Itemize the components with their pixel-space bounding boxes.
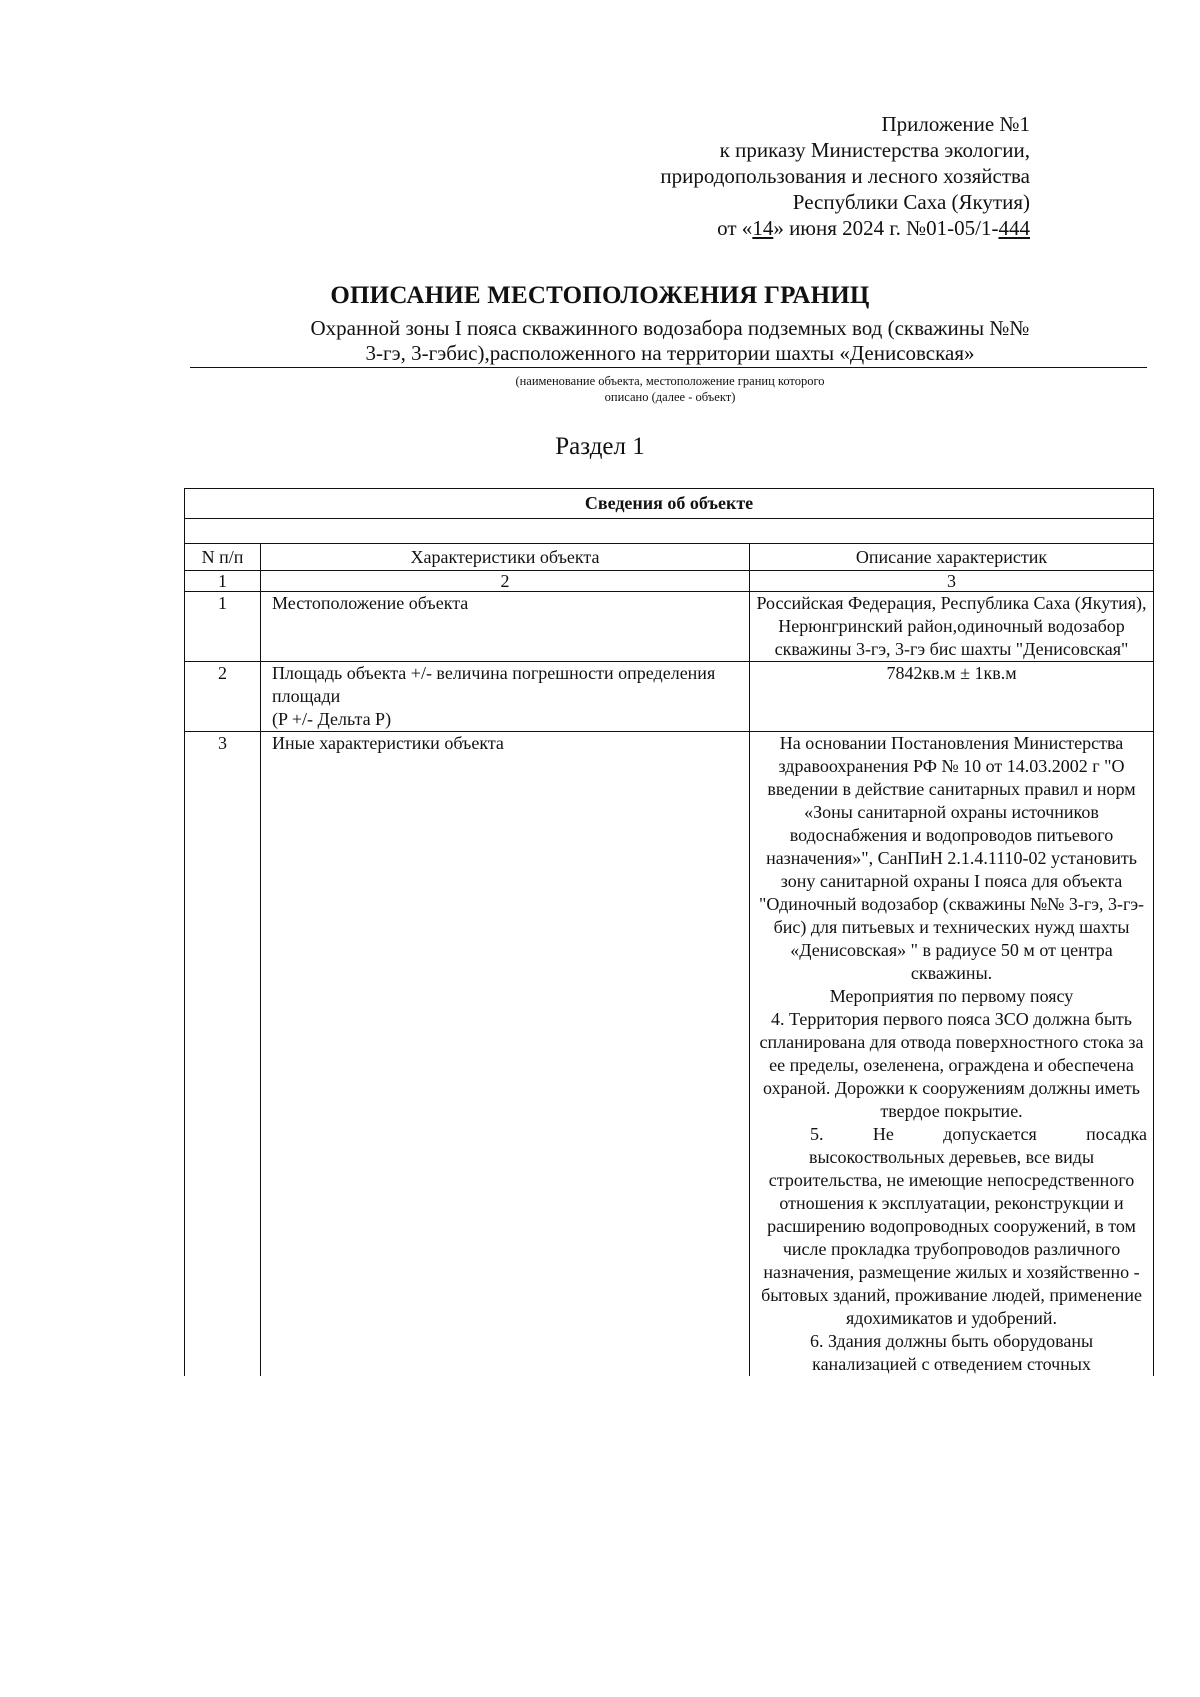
description-paragraph: 6. Здания должны быть оборудованы канализацией с отведением сточных: [809, 1331, 1094, 1374]
document-title: ОПИСАНИЕ МЕСТОПОЛОЖЕНИЯ ГРАНИЦ: [330, 282, 870, 309]
table-caption: Сведения об объекте: [185, 489, 1154, 519]
object-name-line: Охранной зоны I пояса скважинного водозабора подземных вод (скважины №№: [310, 316, 1030, 340]
order-prefix: от «: [717, 216, 753, 240]
object-info-table: [184, 488, 1154, 1376]
description-paragraph-rest: высокоствольных деревьев, все виды строительства, не имеющие непосредственного отношения к эксплуатации, реконструкции и расширению водопроводных сооружений, в том числе прокладка трубопроводов различного назначения, размещение жилых и хозяйственно - бытовых зданий, проживание людей, применение ядохимикатов и удобрений.: [761, 1147, 1142, 1328]
description-paragraph: На основании Постановления Министерства здравоохранения РФ № 10 от 14.03.2002 г "О введении в действие санитарных правил и норм «Зоны санитарной охраны источников водоснабжения и водопроводов питьевого назначения»", СанПиН 2.1.4.1110-02 установить зону санитарной охраны I пояса для объекта "Одиночный водозабор (скважины №№ 3-гэ, 3-гэ-бис) для питьевых и технических нужд шахты «Денисовская» " в радиусе 50 м от центра скважины.: [758, 733, 1145, 983]
divider-line: [190, 367, 1147, 368]
row-description: 7842кв.м ± 1кв.м: [750, 662, 1154, 732]
row-description: Российская Федерация, Республика Саха (Якутия), Нерюнгринский район,одиночный водозабор скважины 3-гэ, 3-гэ бис шахты "Денисовская": [750, 592, 1154, 662]
header-num: N п/п: [185, 544, 261, 571]
table-row: [185, 732, 1154, 1377]
table-empty-row: [185, 519, 1154, 544]
description-paragraph-first-line: 5. Не допускается посадка: [810, 1124, 1148, 1144]
section-heading: Раздел 1: [555, 433, 645, 460]
appendix-line: Приложение №1: [881, 112, 1030, 136]
caption-line: описано (далее - объект): [604, 390, 736, 404]
row-characteristic: Иные характеристики объекта: [261, 732, 750, 1377]
row-number: 1: [185, 592, 261, 662]
characteristic-line: Площадь объекта +/- величина погрешности определения площади: [272, 663, 716, 706]
object-name: [190, 316, 1150, 366]
description-paragraph: Мероприятия по первому поясу: [829, 986, 1074, 1006]
column-number: 2: [261, 571, 750, 592]
order-middle: » июня 2024 г. №01-05/1-: [773, 216, 999, 240]
characteristic-line: (P +/- Дельта P): [272, 709, 392, 729]
order-day: 14: [752, 216, 774, 240]
column-number: 1: [185, 571, 261, 592]
object-name-line: 3-гэ, 3-гэбис),расположенного на территории шахты «Денисовская»: [365, 341, 975, 365]
description-paragraph: [756, 1123, 1147, 1330]
order-number: 444: [998, 216, 1030, 240]
appendix-order-line: [660, 215, 1030, 241]
row-characteristic: [261, 662, 750, 732]
row-description: [750, 732, 1154, 1377]
appendix-header: [660, 111, 1030, 241]
caption-line: (наименование объекта, местоположение границ которого: [515, 374, 825, 388]
appendix-line: Республики Саха (Якутия): [792, 190, 1030, 214]
row-number: 2: [185, 662, 261, 732]
table-row: [185, 592, 1154, 662]
header-description: Описание характеристик: [750, 544, 1154, 571]
column-number: 3: [750, 571, 1154, 592]
object-name-caption: [190, 373, 1150, 405]
row-characteristic: Местоположение объекта: [261, 592, 750, 662]
table-row: [185, 662, 1154, 732]
header-characteristic: Характеристики объекта: [261, 544, 750, 571]
row-number: 3: [185, 732, 261, 1377]
description-paragraph: 4. Территория первого пояса ЗСО должна быть спланирована для отвода поверхностного стока за ее пределы, озеленена, ограждена и обеспечена охраной. Дорожки к сооружениям должны иметь твердое покрытие.: [759, 1009, 1144, 1121]
appendix-line: природопользования и лесного хозяйства: [660, 164, 1030, 188]
appendix-line: к приказу Министерства экологии,: [719, 138, 1030, 162]
